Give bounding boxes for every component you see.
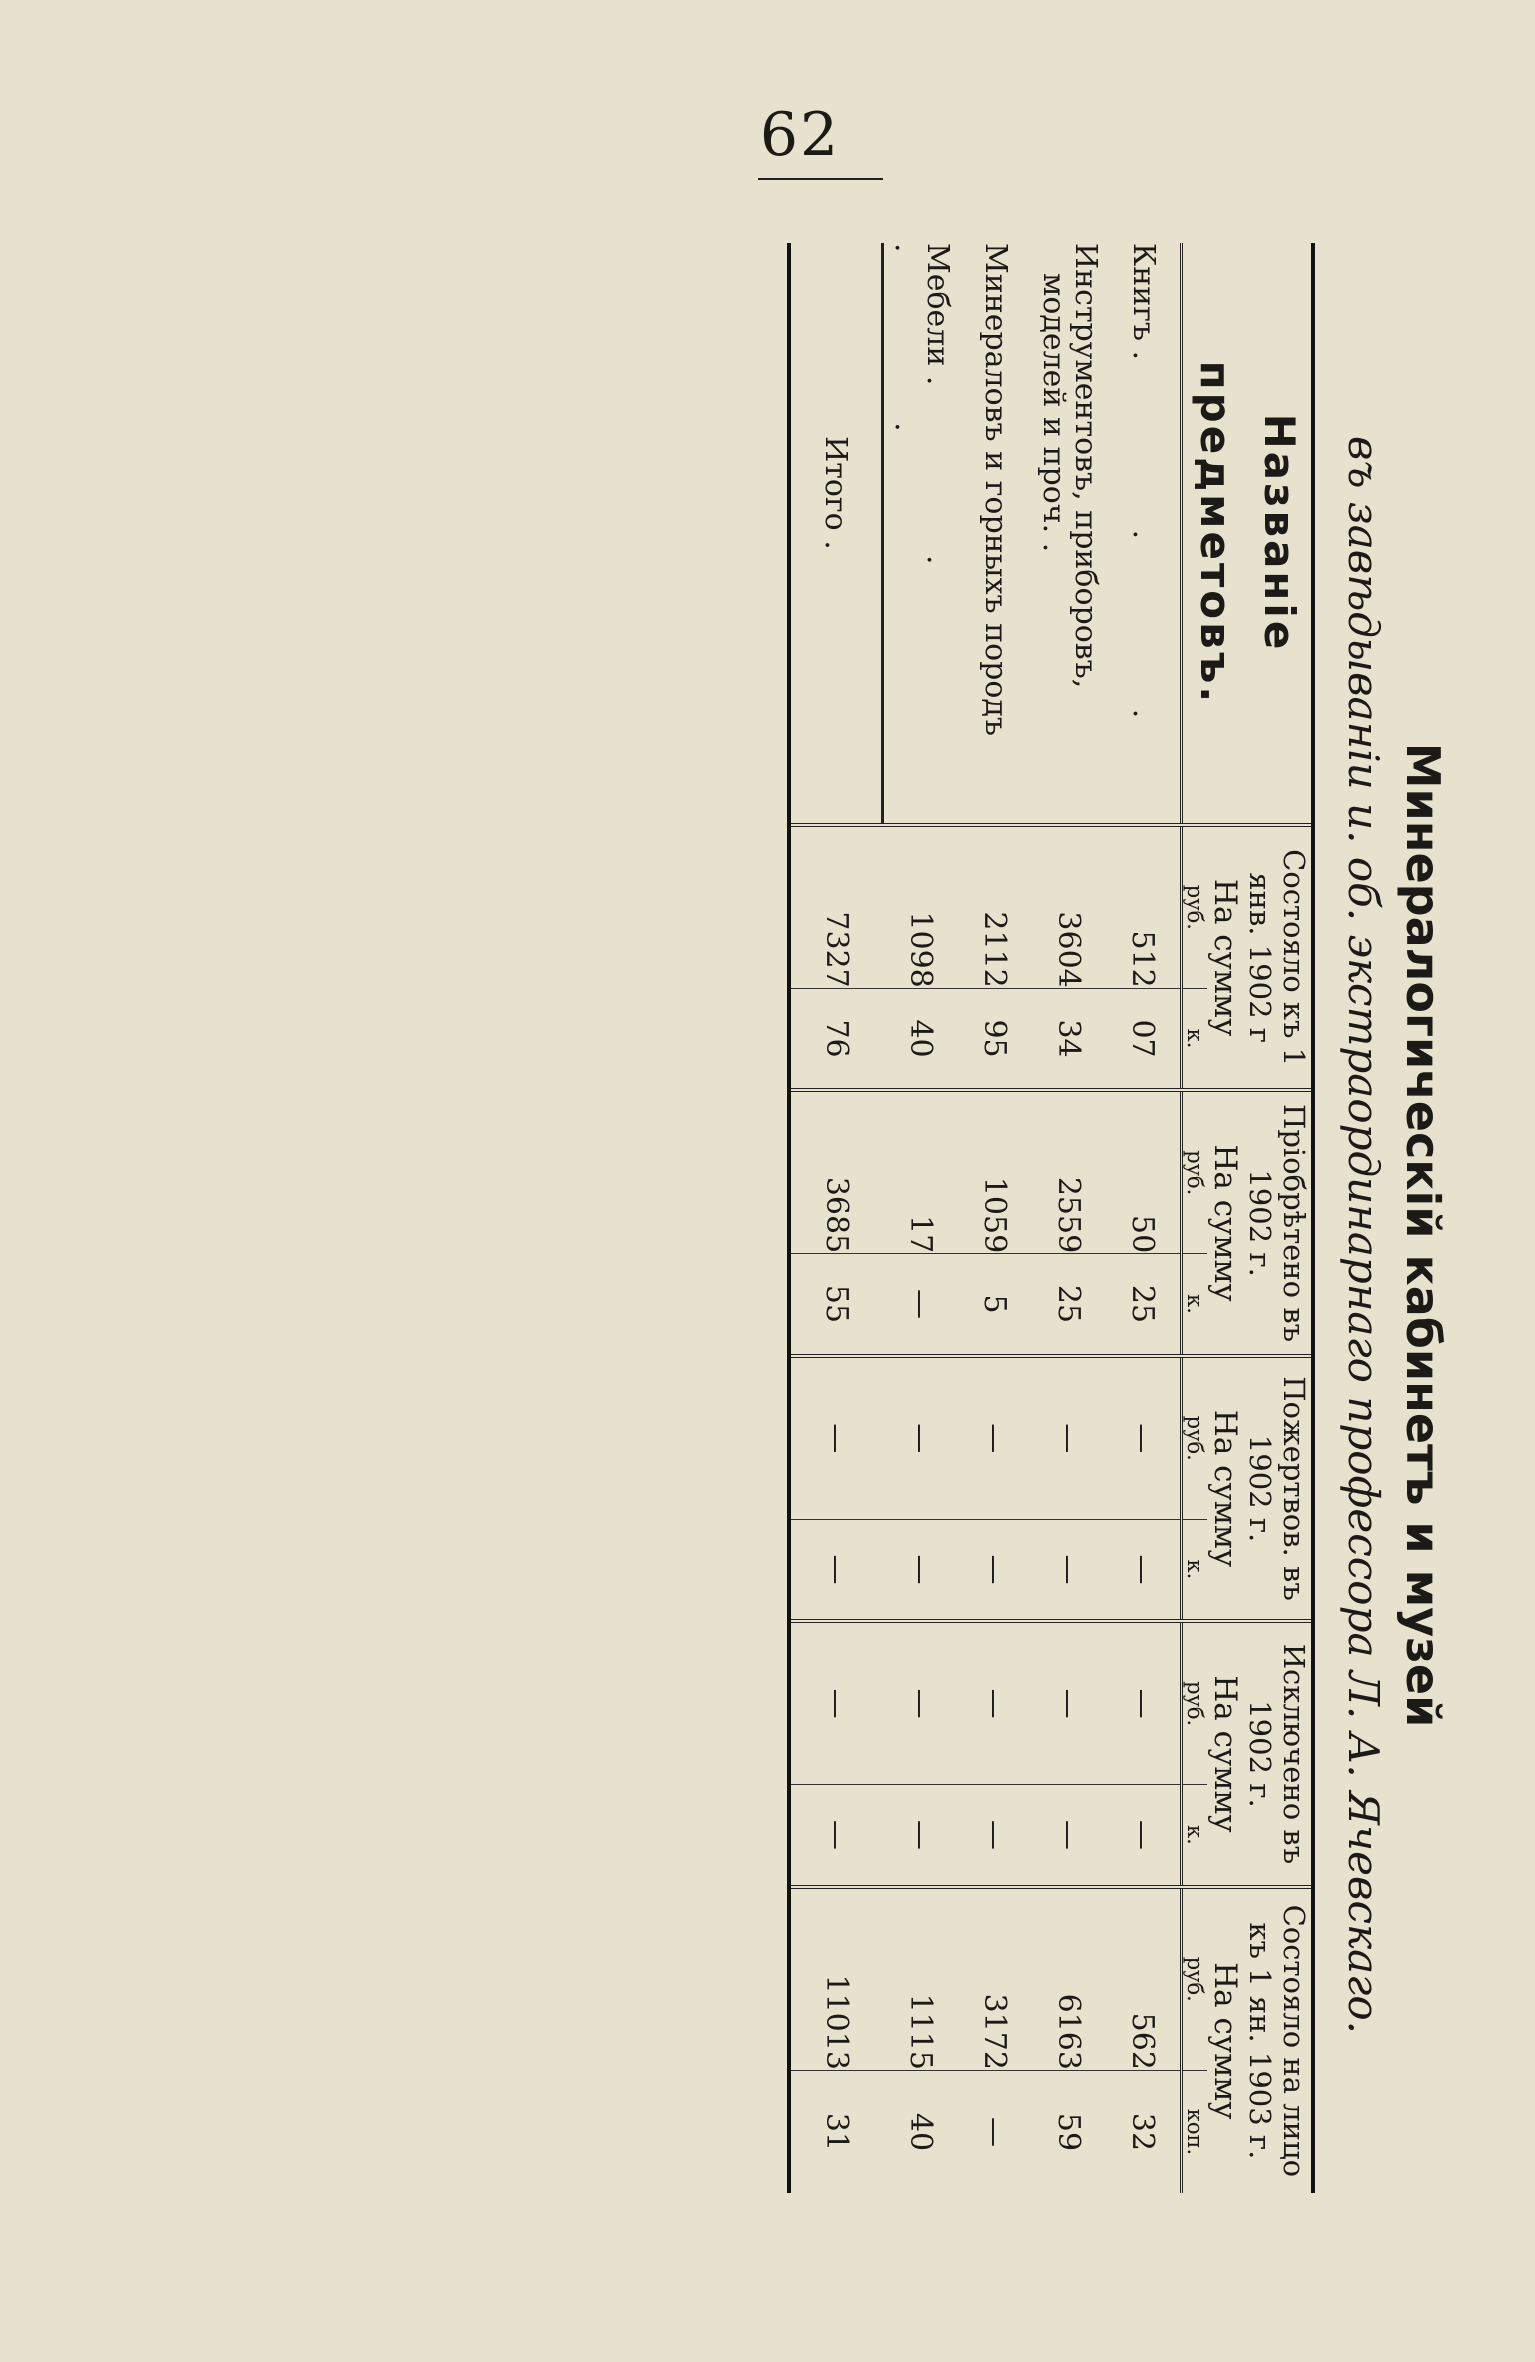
cell-rub: — <box>1032 1621 1106 1784</box>
row-name: Мебели . . . . <box>888 243 955 645</box>
total-kop: — <box>791 1785 883 1887</box>
top-rule <box>1311 243 1313 2193</box>
header-divider <box>1180 243 1182 2193</box>
cell-rub: 2112 <box>958 825 1032 988</box>
total-rub: 7327 <box>791 825 883 988</box>
total-kop: — <box>791 1519 883 1621</box>
table-row <box>883 243 959 2193</box>
cell-kop: — <box>883 1785 959 1887</box>
table-title: Минералогическій кабинетъ и музей <box>1396 742 1450 1728</box>
cell-rub: 512 <box>1106 825 1180 988</box>
group-header-end: Состояло на лицо къ 1 ян. 1903 г. <box>1243 1887 1311 2193</box>
page-number-rule <box>758 178 883 180</box>
item-column-header <box>1182 243 1312 825</box>
group-header-donated: Пожертвов. въ 1902 г. <box>1243 1356 1311 1621</box>
header-group-row <box>1243 243 1311 2193</box>
sum-header: На сумму <box>1207 1090 1243 1355</box>
table-row <box>1032 243 1106 2193</box>
unit-rub: руб. <box>1182 1887 1208 2071</box>
row-name: Минераловъ и горныхъ породъ <box>978 243 1013 736</box>
cell-rub: 1098 <box>883 825 959 988</box>
unit-kop: к. <box>1182 1519 1208 1621</box>
cell-rub: — <box>883 1621 959 1784</box>
cell-rub: 1115 <box>883 1887 959 2071</box>
cell-rub: — <box>883 1356 959 1519</box>
cell-rub: 3172 <box>958 1887 1032 2071</box>
item-header-line2: предметовъ. <box>1191 360 1240 706</box>
cell-kop: — <box>1106 1519 1180 1621</box>
sum-header: На сумму <box>1207 1621 1243 1886</box>
table-row <box>958 243 1032 2193</box>
total-kop: 76 <box>791 988 883 1090</box>
total-rub: — <box>791 1356 883 1519</box>
cell-rub: — <box>1032 1356 1106 1519</box>
group-header-start: Состояло къ 1 янв. 1902 г <box>1243 825 1311 1090</box>
cell-kop: 25 <box>1032 1254 1106 1356</box>
cell-rub: 562 <box>1106 1887 1180 2071</box>
cell-rub: 3604 <box>1032 825 1106 988</box>
cell-kop: 59 <box>1032 2070 1106 2193</box>
cell-kop: — <box>958 1519 1032 1621</box>
group-header-acquired: Пріобрѣтено въ 1902 г. <box>1243 1090 1311 1355</box>
sum-header: На сумму <box>1207 825 1243 1090</box>
row-name: Книгъ . . . <box>1126 243 1161 799</box>
row-name: Инструментовъ, приборовъ, моделей и проч. . <box>1036 243 1103 689</box>
unit-kop: к. <box>1182 1254 1208 1356</box>
total-rub: 3685 <box>791 1090 883 1253</box>
cell-rub: 6163 <box>1032 1887 1106 2071</box>
cell-kop: — <box>883 1254 959 1356</box>
cell-kop: 07 <box>1106 988 1180 1090</box>
cell-rub: 2559 <box>1032 1090 1106 1253</box>
unit-kop: коп. <box>1182 2070 1208 2193</box>
cell-rub: 17 <box>883 1090 959 1253</box>
cell-kop: 40 <box>883 988 959 1090</box>
cell-kop: — <box>958 1785 1032 1887</box>
unit-kop: к. <box>1182 988 1208 1090</box>
unit-kop: к. <box>1182 1785 1208 1887</box>
total-rub: — <box>791 1621 883 1784</box>
cell-rub: — <box>958 1621 1032 1784</box>
total-kop: 31 <box>791 2070 883 2193</box>
total-row <box>791 243 883 2193</box>
cell-kop: 95 <box>958 988 1032 1090</box>
bottom-rule <box>789 243 791 2193</box>
cell-kop: 34 <box>1032 988 1106 1090</box>
cell-rub: — <box>958 1356 1032 1519</box>
unit-rub: руб. <box>1182 825 1208 988</box>
cell-rub: — <box>1106 1621 1180 1784</box>
cell-kop: 25 <box>1106 1254 1180 1356</box>
unit-rub: руб. <box>1182 1090 1208 1253</box>
sum-header: На сумму <box>1207 1356 1243 1621</box>
cell-kop: 5 <box>958 1254 1032 1356</box>
page-number: 62 <box>759 100 841 170</box>
sum-header: На сумму <box>1207 1887 1243 2193</box>
unit-rub: руб. <box>1182 1621 1208 1784</box>
cell-kop: — <box>1032 1519 1106 1621</box>
table-subtitle: въ завѣдываніи и. об. экстраординарнаго профессора Л. А. Ячевскаго. <box>1339 436 1388 2034</box>
cell-kop: — <box>1106 1785 1180 1887</box>
cell-kop: — <box>958 2070 1032 2193</box>
table-row <box>1106 243 1180 2193</box>
unit-rub: руб. <box>1182 1356 1208 1519</box>
item-header-line1: Названіе <box>1255 413 1304 653</box>
cell-rub: — <box>1106 1356 1180 1519</box>
cell-rub: 50 <box>1106 1090 1180 1253</box>
cell-kop: — <box>1032 1785 1106 1887</box>
cell-kop: 32 <box>1106 2070 1180 2193</box>
cell-rub: 1059 <box>958 1090 1032 1253</box>
cell-kop: — <box>883 1519 959 1621</box>
total-kop: 55 <box>791 1254 883 1356</box>
total-label: Итого . <box>791 243 883 825</box>
group-header-excluded: Исключено въ 1902 г. <box>1243 1621 1311 1886</box>
cell-kop: 40 <box>883 2070 959 2193</box>
total-rub: 11013 <box>791 1887 883 2071</box>
rotated-table-page <box>250 235 1450 2235</box>
inventory-table <box>787 243 1315 2193</box>
